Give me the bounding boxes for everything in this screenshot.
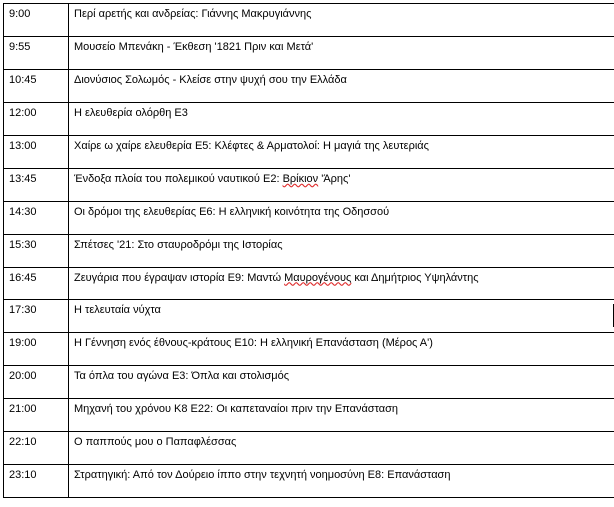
program-time-cell[interactable]: 13:45 xyxy=(4,168,69,201)
program-title-cell[interactable] xyxy=(69,300,614,333)
table-row[interactable] xyxy=(4,135,614,168)
spellcheck-flagged-word[interactable]: Βρίκιον xyxy=(282,172,319,185)
program-time-cell[interactable]: 17:30 xyxy=(4,300,69,333)
table-row[interactable] xyxy=(4,432,614,465)
table-row[interactable] xyxy=(4,333,614,366)
program-title-text: Ο παππούς μου ο Παπαφλέσσας xyxy=(74,436,237,449)
program-title-text: Μουσείο Μπενάκη - Έκθεση '1821 Πριν και Μετά' xyxy=(74,40,314,53)
program-time-cell[interactable]: 15:30 xyxy=(4,234,69,267)
program-title-cell[interactable] xyxy=(69,201,614,234)
table-row[interactable] xyxy=(4,36,614,69)
table-row[interactable] xyxy=(4,399,614,432)
table-row[interactable] xyxy=(4,102,614,135)
program-title-text: Ένδοξα πλοία του πολεμικού ναυτικού Ε2: xyxy=(74,172,283,185)
program-schedule-table xyxy=(3,3,614,498)
program-title-text: Ζευγάρια που έγραψαν ιστορία Ε9: Μαντώ xyxy=(74,271,285,284)
program-title-text: Τα όπλα του αγώνα Ε3: Όπλα και στολισμός xyxy=(74,370,289,383)
program-time-cell[interactable]: 9:00 xyxy=(4,4,69,37)
table-row[interactable] xyxy=(4,168,614,201)
program-title-cell[interactable] xyxy=(69,4,614,37)
program-title-text: Περί αρετής και ανδρείας: Γιάννης Μακρυγιάννης xyxy=(74,8,312,20)
program-time-cell[interactable]: 9:55 xyxy=(4,36,69,69)
program-title-cell[interactable] xyxy=(69,234,614,267)
program-time-cell[interactable]: 22:10 xyxy=(4,432,69,465)
program-title-cell[interactable] xyxy=(69,333,614,366)
program-title-text: Η ελευθερία ολόρθη Ε3 xyxy=(74,106,188,119)
program-time-cell[interactable]: 10:45 xyxy=(4,69,69,102)
program-title-text: Διονύσιος Σολωμός - Κλείσε στην ψυχή σου την Ελλάδα xyxy=(74,73,347,86)
program-title-cell[interactable] xyxy=(69,168,614,201)
table-row[interactable] xyxy=(4,300,614,333)
table-body xyxy=(4,4,614,498)
program-time-cell[interactable]: 14:30 xyxy=(4,201,69,234)
program-title-text: Η τελευταία νύχτα xyxy=(74,304,161,317)
program-title-cell[interactable] xyxy=(69,69,614,102)
program-title-text: Μηχανή του χρόνου Κ8 Ε22: Οι καπεταναίοι πριν την Επανάσταση xyxy=(74,403,399,416)
program-title-text: Χαίρε ω χαίρε ελευθερία Ε5: Κλέφτες & Αρματολοί: Η μαγιά της λευτεριάς xyxy=(74,139,429,152)
program-title-cell[interactable] xyxy=(69,36,614,69)
program-title-cell[interactable] xyxy=(69,135,614,168)
table-row[interactable] xyxy=(4,4,614,37)
program-time-cell[interactable]: 19:00 xyxy=(4,333,69,366)
program-title-text: 'Άρης' xyxy=(318,172,351,185)
table-row[interactable] xyxy=(4,201,614,234)
program-title-text: Η Γέννηση ενός έθνους-κράτους Ε10: Η ελληνική Επανάσταση (Μέρος Α') xyxy=(74,337,433,350)
program-time-cell[interactable]: 12:00 xyxy=(4,102,69,135)
program-title-text: Οι δρόμοι της ελευθερίας Ε6: Η ελληνική κοινότητα της Οδησσού xyxy=(74,205,390,218)
program-title-cell[interactable] xyxy=(69,366,614,399)
program-title-cell[interactable] xyxy=(69,432,614,465)
spellcheck-flagged-word[interactable]: Μαυρογένους xyxy=(284,271,352,284)
table-row[interactable] xyxy=(4,234,614,267)
table-row[interactable] xyxy=(4,267,614,300)
program-time-cell[interactable]: 23:10 xyxy=(4,465,69,498)
program-time-cell[interactable]: 16:45 xyxy=(4,267,69,300)
table-row[interactable] xyxy=(4,366,614,399)
program-time-cell[interactable]: 21:00 xyxy=(4,399,69,432)
table-row[interactable] xyxy=(4,465,614,498)
program-title-text: και Δημήτριος Υψηλάντης xyxy=(351,271,479,284)
program-title-text: Σπέτσες '21: Στο σταυροδρόμι της Ιστορίας xyxy=(74,238,283,251)
program-time-cell[interactable]: 13:00 xyxy=(4,135,69,168)
table-row[interactable] xyxy=(4,69,614,102)
program-time-cell[interactable]: 20:00 xyxy=(4,366,69,399)
program-title-text: Στρατηγική: Από τον Δούρειο ίππο στην τεχνητή νοημοσύνη Ε8: Επανάσταση xyxy=(74,469,451,482)
program-title-cell[interactable] xyxy=(69,465,614,498)
program-title-cell[interactable] xyxy=(69,267,614,300)
program-title-cell[interactable] xyxy=(69,399,614,432)
program-title-cell[interactable] xyxy=(69,102,614,135)
